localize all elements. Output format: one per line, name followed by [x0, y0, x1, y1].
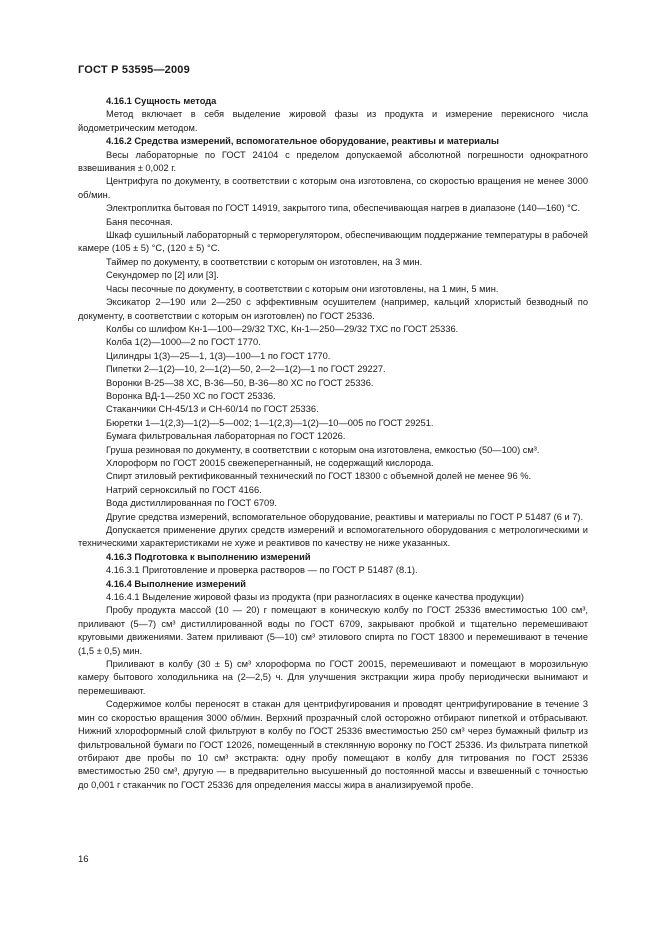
page-number: 16	[78, 854, 89, 865]
paragraph: 4.16.3.1 Приготовление и проверка растворов — по ГОСТ Р 51487 (8.1).	[106, 565, 418, 576]
paragraph: Содержимое колбы переносят в стакан для центрифугирования и проводят центрифугирование в течение 3 мин со скоростью вращения 3000 об/мин. Верхний прозрачный слой осторожно отбирают пипеткой и отбрасывают. Нижний хлороформный слой фильтруют в колбу по ГОСТ 25336 вместимостью 250 см³ через бумажный фильтр из фильтровальной бумаги по ГОСТ 12026, помещенный в стеклянную воронку по ГОСТ 25336. Из фильтрата пипеткой отбирают две пробы по 10 см³ экстракта: одну пробу помещают в колбу для титрования по ГОСТ 25336 вместимостью 250 см³, другую — в предварительно высушенный до постоянной массы и взвешенный с точностью до 0,001 г стаканчик по ГОСТ 25336 для определения массы жира в анализируемой пробе.	[78, 699, 588, 790]
paragraph: 4.16.4.1 Выделение жировой фазы из продукта (при разногласиях в оценке качества продукции)	[106, 592, 524, 603]
section-heading: 4.16.4 Выполнение измерений	[106, 578, 246, 589]
paragraph: Метод включает в себя выделение жировой фазы из продукта и измерение перекисного числа йодометрическим методом.	[78, 109, 588, 133]
paragraph: Весы лабораторные по ГОСТ 24104 с пределом допускаемой абсолютной погрешности однократного взвешивания ± 0,002 г.	[78, 149, 588, 174]
paragraph: Спирт этиловый ректификованный технический по ГОСТ 18300 с объемной долей не менее 96 %.	[106, 471, 532, 482]
paragraph: Стаканчики СН-45/13 и СН-60/14 по ГОСТ 25336.	[106, 404, 319, 415]
paragraph: Электроплитка бытовая по ГОСТ 14919, закрытого типа, обеспечивающая нагрев в диапазоне (140—160) °С.	[106, 203, 581, 214]
paragraph: Другие средства измерений, вспомогательное оборудование, реактивы и материалы по ГОСТ Р 51487 (6 и 7).	[106, 511, 584, 522]
paragraph: Колба 1(2)—1000—2 по ГОСТ 1770.	[106, 337, 261, 348]
paragraph: Бумага фильтровальная лабораторная по ГОСТ 12026.	[106, 431, 346, 442]
section-heading: 4.16.1 Сущность метода	[106, 96, 217, 106]
paragraph: Таймер по документу, в соответствии с которым он изготовлен, на 3 мин.	[106, 256, 423, 267]
paragraph: Баня песочная.	[106, 216, 173, 227]
paragraph: Часы песочные по документу, в соответствии с которым они изготовлены, на 1 мин, 5 мин.	[106, 283, 499, 294]
paragraph: Груша резиновая по документу, в соответствии с которым она изготовлена, емкостью (50—100) см³.	[106, 444, 540, 455]
section-heading: 4.16.2 Средства измерений, вспомогательное оборудование, реактивы и материалы	[106, 136, 499, 147]
paragraph: Натрий серноксилый по ГОСТ 4166.	[106, 484, 262, 495]
paragraph: Секундомер по [2] или [3].	[106, 270, 219, 281]
paragraph: Воронки В-25—38 ХС, В-36—50, В-36—80 ХС по ГОСТ 25336.	[106, 377, 374, 388]
paragraph: Пипетки 2—1(2)—10, 2—1(2)—50, 2—2—1(2)—1 по ГОСТ 29227.	[106, 364, 386, 375]
paragraph: Воронка ВД-1—250 ХС по ГОСТ 25336.	[106, 390, 276, 401]
paragraph: Шкаф сушильный лабораторный с терморегулятором, обеспечивающим поддержание температуры в рабочей камере (105 ± 5) °С, (120 ± 5) °С.	[78, 230, 588, 254]
paragraph: Эксикатор 2—190 или 2—250 с эффективным осушителем (например, кальций хлористый безводный по документу, в соответствии с которым он изготовлен) по ГОСТ 25336.	[78, 297, 588, 321]
section-heading: 4.16.3 Подготовка к выполнению измерений	[106, 551, 311, 562]
paragraph: Приливают в колбу (30 ± 5) см³ хлороформа по ГОСТ 20015, перемешивают и помещают в морозильную камеру бытового холодильника на (2—2,5) ч. Для улучшения экстракции жира пробу периодически вынимают и перемешивают.	[78, 659, 588, 696]
document-body	[78, 95, 588, 792]
paragraph: Колбы со шлифом Кн-1—100—29/32 ТХС, Кн-1—250—29/32 ТХС по ГОСТ 25336.	[106, 323, 459, 334]
paragraph: Бюретки 1—1(2,3)—1(2)—5—002; 1—1(2,3)—1(2)—10—005 по ГОСТ 29251.	[106, 417, 434, 428]
paragraph: Вода дистиллированная по ГОСТ 6709.	[106, 498, 277, 509]
paragraph: Цилиндры 1(3)—25—1, 1(3)—100—1 по ГОСТ 1770.	[106, 350, 331, 361]
paragraph: Хлороформ по ГОСТ 20015 свежеперегнанный, не содержащий кислорода.	[106, 457, 434, 468]
document-header: ГОСТ Р 53595—2009	[78, 64, 190, 76]
paragraph: Допускается применение других средств измерений и вспомогательного оборудования с метрологическими и техническими характеристиками не хуже и реактивов по качеству не ниже указанных.	[78, 525, 588, 549]
paragraph: Центрифуга по документу, в соответствии с которым она изготовлена, со скоростью вращения не менее 3000 об/мин.	[78, 176, 588, 200]
paragraph: Пробу продукта массой (10 — 20) г помещают в коническую колбу по ГОСТ 25336 вместимостью 100 см³, приливают (5—7) см³ дистиллированной воды по ГОСТ 6709, закрывают пробкой и тщательно перемешивают круговыми движениями. Затем приливают (5—10) см³ этилового спирта по ГОСТ 18300 и перемешивают в течение (1,5 ± 0,5) мин.	[78, 605, 588, 656]
